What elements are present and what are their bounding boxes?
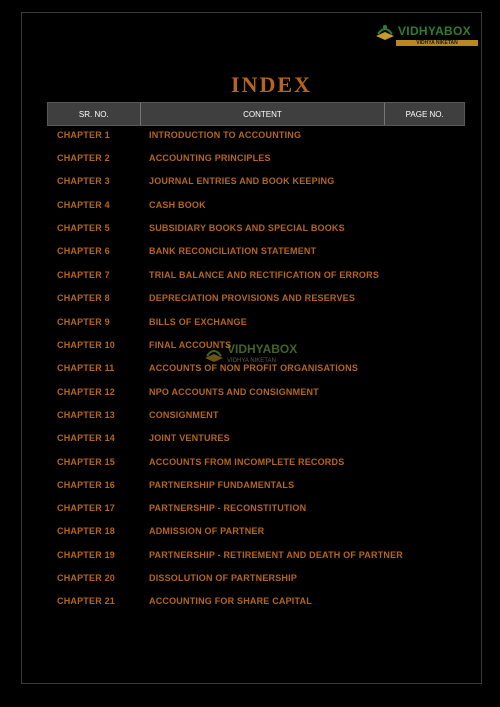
table-row [0,317,500,331]
page-title: INDEX [231,72,312,97]
table-row [0,270,500,284]
chapter-number: CHAPTER 2 [57,153,110,163]
chapter-topic: FINAL ACCOUNTS [149,340,232,350]
chapter-number: CHAPTER 1 [57,130,110,140]
chapter-topic: ACCOUNTING PRINCIPLES [149,153,271,163]
chapter-topic: DISSOLUTION OF PARTNERSHIP [149,573,298,583]
chapter-number: CHAPTER 16 [57,480,116,490]
chapter-number: CHAPTER 13 [57,410,116,420]
header-page-no: PAGE NO. [405,109,444,119]
table-row [0,153,500,167]
table-header [47,102,465,126]
chapter-number: CHAPTER 20 [57,573,116,583]
chapter-topic: BANK RECONCILIATION STATEMENT [149,246,317,256]
chapter-number: CHAPTER 4 [57,200,110,210]
chapter-topic: INTRODUCTION TO ACCOUNTING [149,130,302,140]
watermark-tagline: VIDHYA NIKETAN [227,358,276,364]
chapter-number: CHAPTER 12 [57,387,116,397]
chapter-topic: ACCOUNTS FROM INCOMPLETE RECORDS [149,457,345,467]
table-row [0,130,500,144]
chapter-topic: ACCOUNTING FOR SHARE CAPITAL [149,596,312,606]
chapter-topic: CASH BOOK [149,200,206,210]
chapter-number: CHAPTER 9 [57,317,110,327]
logo-tagline: VIDHYA NIKETAN [396,40,478,46]
table-row [0,246,500,260]
table-row [0,596,500,610]
chapter-topic: ACCOUNTS OF NON PROFIT ORGANISATIONS [149,363,359,373]
header-sr-no: SR. NO. [48,103,141,125]
chapter-number: CHAPTER 8 [57,293,110,303]
chapter-topic: PARTNERSHIP - RECONSTITUTION [149,503,307,513]
chapter-number: CHAPTER 19 [57,550,116,560]
table-row [0,480,500,494]
table-row [0,526,500,540]
chapter-number: CHAPTER 21 [57,596,116,606]
table-row [0,550,500,564]
chapter-topic: DEPRECIATION PROVISIONS AND RESERVES [149,293,356,303]
table-row [0,433,500,447]
chapter-topic: CONSIGNMENT [149,410,219,420]
chapter-number: CHAPTER 14 [57,433,116,443]
chapter-number: CHAPTER 11 [57,363,115,373]
chapter-number: CHAPTER 3 [57,176,110,186]
chapter-topic: SUBSIDIARY BOOKS AND SPECIAL BOOKS [149,223,345,233]
header-content: CONTENT [141,103,386,125]
chapter-topic: TRIAL BALANCE AND RECTIFICATION OF ERRORS [149,270,380,280]
chapter-number: CHAPTER 7 [57,270,110,280]
chapter-topic: PARTNERSHIP FUNDAMENTALS [149,480,295,490]
chapter-number: CHAPTER 5 [57,223,110,233]
table-row [0,410,500,424]
chapter-number: CHAPTER 18 [57,526,116,536]
chapter-number: CHAPTER 17 [57,503,116,513]
chapter-topic: JOURNAL ENTRIES AND BOOK KEEPING [149,176,335,186]
chapter-topic: ADMISSION OF PARTNER [149,526,265,536]
watermark [203,342,318,374]
table-row [0,573,500,587]
book-icon [374,20,396,42]
chapter-topic: PARTNERSHIP - RETIREMENT AND DEATH OF PARTNER [149,550,404,560]
chapter-number: CHAPTER 15 [57,457,116,467]
table-row [0,503,500,517]
table-row [0,387,500,401]
chapter-topic: JOINT VENTURES [149,433,230,443]
table-row [0,223,500,237]
watermark-name: VIDHYABOX [227,342,298,356]
brand-logo [374,20,478,50]
table-row [0,457,500,471]
chapter-number: CHAPTER 6 [57,246,110,256]
chapter-topic: BILLS OF EXCHANGE [149,317,247,327]
watermark-book-icon [203,342,225,364]
chapter-number: CHAPTER 10 [57,340,116,350]
table-row [0,293,500,307]
chapter-topic: NPO ACCOUNTS AND CONSIGNMENT [149,387,319,397]
table-row [0,176,500,190]
table-row [0,200,500,214]
logo-name: VIDHYABOX [398,24,471,38]
